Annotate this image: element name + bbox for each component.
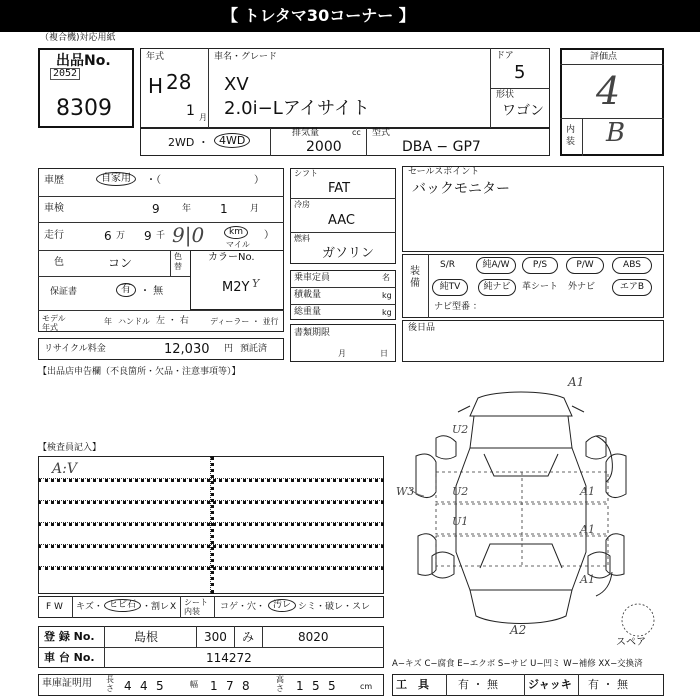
diag-mark-2: W3 xyxy=(396,485,415,498)
engine-value: 2000 xyxy=(306,139,342,155)
equip-ext: 外ナビ xyxy=(568,282,596,292)
drive-4wd: 4WD xyxy=(214,133,250,148)
jack-label: ジャッキ xyxy=(528,678,572,691)
engine-unit: cc xyxy=(352,128,361,137)
history-selected: 自家用 xyxy=(96,172,136,186)
shape-value: ワゴン xyxy=(502,103,544,119)
diag-mark-1: U2 xyxy=(452,423,469,436)
weight-label: 総重量 xyxy=(294,307,322,317)
mileage-hand: 9|0 xyxy=(172,223,205,247)
diag-mark-3: U2 xyxy=(452,485,469,498)
sales-point-label: セールスポイント xyxy=(408,167,480,177)
cert-len-1: 4 xyxy=(140,679,148,693)
reg-class: 300 xyxy=(204,630,227,644)
year-month-unit: 月 xyxy=(199,113,207,122)
cert-hei-1: 5 xyxy=(312,679,320,693)
deadline-day: 日 xyxy=(380,349,388,358)
mileage-man-unit: 万 xyxy=(116,231,126,241)
legend: A−キズ C−腐食 E−エクボ S−サビ U−凹ミ W−補修 XX−交換済 xyxy=(392,659,643,669)
year-month: 1 xyxy=(186,103,195,119)
spare-label: スペア xyxy=(616,637,646,648)
mileage-mile: マイル xyxy=(226,240,250,249)
recycle-label: リサイクル料金 xyxy=(44,344,106,354)
model-grade: 2.0i−Lアイサイト xyxy=(224,98,370,119)
cert-wid-label: 幅 xyxy=(190,680,198,689)
grade-score: 4 xyxy=(596,69,621,113)
post-items-box xyxy=(402,320,664,362)
fw-g: シミ・破レ・スレ xyxy=(298,602,371,612)
fw-f: 汚レ xyxy=(268,599,296,612)
reg-kana: み xyxy=(242,630,255,644)
modelyear-label: モデル年式 xyxy=(42,314,66,332)
engine-label: 排気量 xyxy=(292,128,320,138)
diag-mark-6: A1 xyxy=(580,523,595,536)
inspection-label: 車検 xyxy=(44,203,64,214)
colorcode-value: M2Y xyxy=(222,280,250,295)
chassis-label: 車 台 No. xyxy=(44,651,95,664)
year-label: 年式 xyxy=(146,52,165,62)
colorcode-label: カラーNo. xyxy=(208,252,255,263)
doors-value: 5 xyxy=(514,62,526,83)
equip-air: エアB xyxy=(612,279,652,296)
interior-label: 内装 xyxy=(566,125,576,147)
history-label: 車歴 xyxy=(44,175,64,186)
model-name: XV xyxy=(224,74,249,95)
inspector-label: 【検査員記入】 xyxy=(38,443,102,453)
interior-score: B xyxy=(606,118,626,148)
fw-b: ヒビ石 xyxy=(104,599,141,612)
diag-mark-5: U1 xyxy=(452,515,469,528)
deadline-label: 書類期限 xyxy=(294,328,331,338)
inspection-year: 9 xyxy=(152,202,160,216)
tools-label: 工 具 xyxy=(396,678,429,691)
sales-point-value: バックモニター xyxy=(412,181,510,197)
shape-label: 形状 xyxy=(496,90,515,100)
post-label: 後日品 xyxy=(408,323,436,333)
equip-item-2: P/W xyxy=(566,257,604,274)
cert-label: 車庫証明用 xyxy=(42,678,92,689)
fw-d: X xyxy=(170,602,177,612)
equip-seat: 革シート xyxy=(522,282,559,292)
cert-wid-0: 1 xyxy=(210,679,218,693)
deadline-month: 月 xyxy=(338,349,346,358)
load-unit: kg xyxy=(382,291,392,300)
lot-label: 出品No. xyxy=(56,53,111,69)
history-rest: ・（ xyxy=(146,175,161,186)
diag-mark-4: A1 xyxy=(580,485,595,498)
shift-label: シフト xyxy=(294,169,318,178)
mileage-label: 走行 xyxy=(44,230,64,241)
equip-item-3: ABS xyxy=(612,257,652,274)
weight-unit: kg xyxy=(382,308,392,317)
equip-item-0: 純A/W xyxy=(476,257,516,274)
recycle-unit: 円 xyxy=(224,344,234,354)
mileage-sen-unit: 千 xyxy=(156,231,166,241)
mileage-km: km xyxy=(224,226,248,239)
tools-value: 有 ・ 無 xyxy=(458,678,498,691)
aircon-label: 冷房 xyxy=(294,200,310,209)
equipment-label: 装備 xyxy=(410,266,420,289)
equip-tv: 純TV xyxy=(432,279,468,296)
diag-mark-8: A2 xyxy=(510,623,527,637)
diag-mark-7: A1 xyxy=(580,573,595,586)
reg-label: 登 録 No. xyxy=(44,630,95,643)
inspector-note: A:V xyxy=(52,461,77,477)
equip-navi: 純ナビ xyxy=(478,279,516,296)
mileage-sen: 9 xyxy=(144,229,152,243)
diag-mark-0: A1 xyxy=(568,375,585,389)
cert-len-label: 長さ xyxy=(106,675,114,693)
history-close: ） xyxy=(254,175,264,186)
inspection-month-unit: 月 xyxy=(250,204,260,214)
top-note: （複合機)対応用紙 xyxy=(40,33,116,43)
color-label: 色 xyxy=(54,257,64,268)
color-value: コン xyxy=(108,256,133,270)
modelyear-unit: 年 xyxy=(104,317,112,326)
fw-seat: シート 内装 xyxy=(184,598,208,616)
lot-number: 8309 xyxy=(56,96,112,121)
year-value: 28 xyxy=(166,70,192,94)
warranty-rest: ・ 無 xyxy=(140,286,164,297)
dealer-value: ディーラー ・ 並行 xyxy=(210,317,279,326)
recycle-deposit: 預託済 xyxy=(240,344,268,354)
colorcode-hand: Y xyxy=(252,277,260,290)
fuel-value: ガソリン xyxy=(322,246,375,261)
car-damage-diagram xyxy=(396,376,666,646)
chassis-value: 114272 xyxy=(206,651,252,665)
jack-value: 有 ・ 無 xyxy=(588,678,628,691)
cert-len-2: 5 xyxy=(156,679,164,693)
doors-label: ドア xyxy=(496,51,514,61)
model-label: 車名・グレード xyxy=(214,52,278,62)
shift-value: FAT xyxy=(328,181,351,196)
grade-label: 評価点 xyxy=(590,52,618,62)
lot-stamp: 2052 xyxy=(50,68,80,80)
cert-hei-2: 5 xyxy=(328,679,336,693)
handle-label: ハンドル xyxy=(118,317,150,326)
color-change-label: 色替 xyxy=(174,252,182,271)
drive-2wd: 2WD ・ xyxy=(168,136,209,149)
exhibitor-label: 【出品店申告欄（不良箇所・欠品・注意事項等）】 xyxy=(38,367,241,377)
capacity-unit: 名 xyxy=(382,273,390,282)
cert-unit: cm xyxy=(360,682,373,691)
aircon-value: AAC xyxy=(328,213,355,228)
navi-type: ナビ型番 ： xyxy=(434,302,482,312)
equip-item-1: P/S xyxy=(522,257,558,274)
warranty-label: 保証書 xyxy=(50,287,78,297)
equipment-sr: S/R xyxy=(440,260,455,270)
warranty-yes: 有 xyxy=(116,283,136,297)
year-era: H xyxy=(148,74,164,98)
cert-hei-0: 1 xyxy=(296,679,304,693)
handle-value: 左 ・ 右 xyxy=(156,316,189,326)
mileage-man: 6 xyxy=(104,229,112,243)
load-label: 積載量 xyxy=(294,290,322,300)
cert-wid-2: 8 xyxy=(242,679,250,693)
cert-len-0: 4 xyxy=(124,679,132,693)
sales-point-box xyxy=(402,166,664,252)
fuel-label: 燃料 xyxy=(294,234,310,243)
modelcode-value: DBA − GP7 xyxy=(402,139,481,155)
fw-c: ・割レ xyxy=(142,602,170,612)
cert-hei-label: 高さ xyxy=(276,675,284,693)
fw-a: キズ・ xyxy=(76,602,103,612)
reg-num: 8020 xyxy=(298,630,329,644)
recycle-value: 12,030 xyxy=(164,342,210,357)
mileage-close: ） xyxy=(264,230,274,241)
fw-e: コゲ・穴・ xyxy=(220,602,266,612)
capacity-label: 乗車定員 xyxy=(294,273,331,283)
fw-label: F W xyxy=(46,602,63,612)
inspection-year-unit: 年 xyxy=(182,204,192,214)
inspection-month: 1 xyxy=(220,202,228,216)
reg-pref: 島根 xyxy=(134,630,159,644)
modelcode-label: 型式 xyxy=(372,128,391,138)
header-title: 【 トレタマ30コーナー 】 xyxy=(222,6,415,25)
cert-wid-1: 7 xyxy=(226,679,234,693)
